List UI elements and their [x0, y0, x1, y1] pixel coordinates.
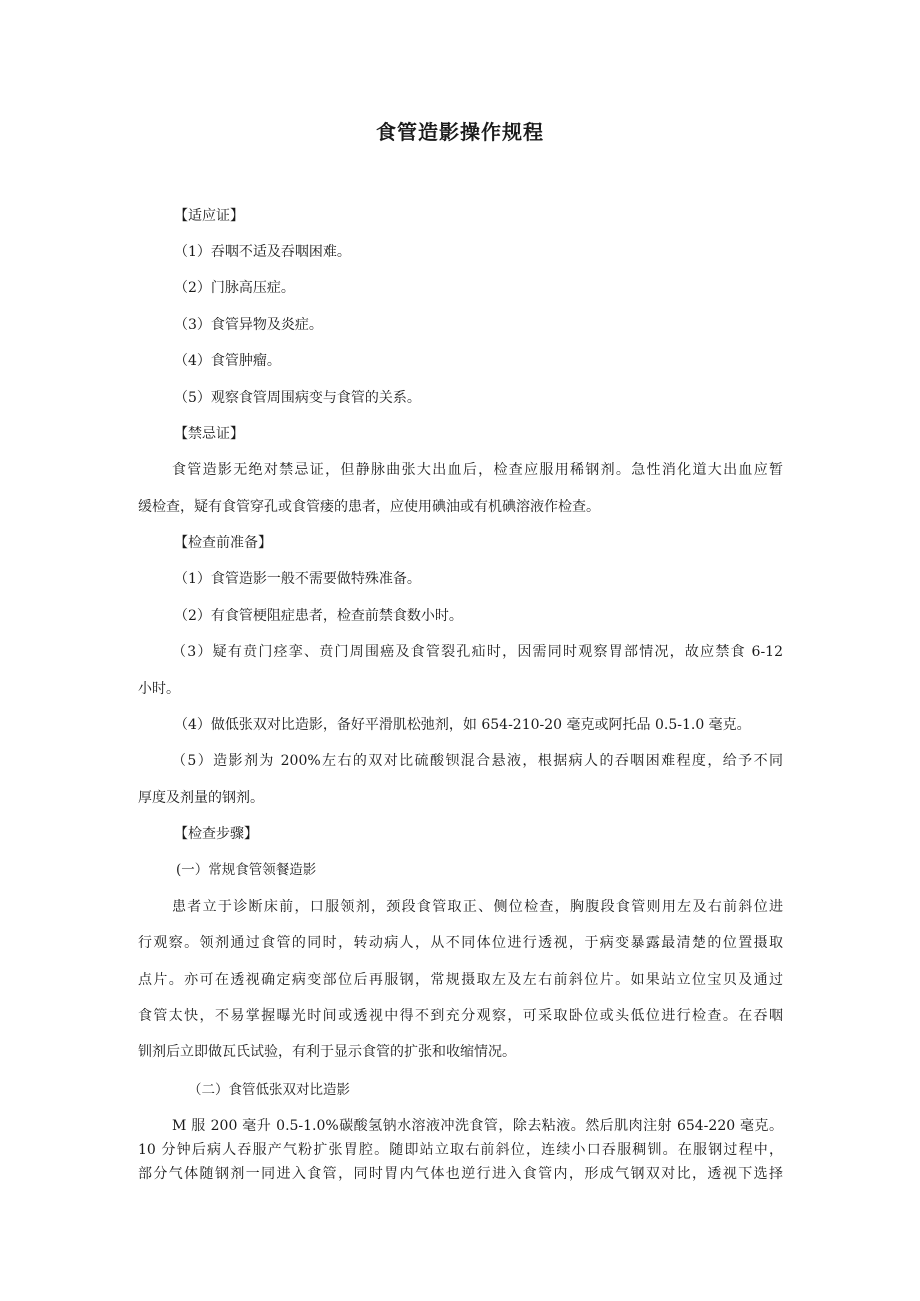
list-item: （5）观察食管周围病变与食管的关系。 — [174, 390, 421, 406]
section-heading-indications: 【适应证】 — [174, 208, 244, 224]
section-heading-preparation: 【检查前准备】 — [174, 535, 272, 551]
list-item: （5）造影剂为 200%左右的双对比硫酸钡混合悬液，根据病人的吞咽困难程度，给予不同 — [172, 753, 783, 769]
list-item: （2）有食管梗阻症患者，检查前禁食数小时。 — [174, 608, 463, 624]
paragraph-line: 10 分钟后病人吞服产气粉扩张胃腔。随即站立取右前斜位，连续小口吞服稠钏。在服钢过程中， — [138, 1142, 783, 1158]
paragraph-line: 点片。亦可在透视确定病变部位后再服钢，常规摄取左及左右前斜位片。如果站立位宝贝及通过 — [138, 972, 783, 988]
list-item: （4）做低张双对比造影，备好平滑肌松弛剂，如 654-210-20 毫克或阿托品 0.5-1.0 毫克。 — [174, 717, 751, 733]
paragraph-line: 食管造影无绝对禁忌证，但静脉曲张大出血后，检查应服用稀钢剂。急性消化道大出血应暂 — [172, 462, 783, 478]
paragraph-line: 缓检查，疑有食管穿孔或食管瘘的患者，应使用碘油或有机碘溶液作检查。 — [138, 499, 600, 515]
list-item-continued: 小时。 — [138, 681, 180, 697]
paragraph-line: 部分气体随钢剂一同进入食管，同时胃内气体也逆行进入食管内，形成气钢双对比，透视下选择 — [138, 1166, 783, 1182]
list-item: （4）食管肿瘤。 — [174, 353, 281, 369]
section-heading-steps: 【检查步骤】 — [174, 826, 258, 842]
paragraph-line: M 服 200 毫升 0.5-1.0%碳酸氢钠水溶液冲洗食管，除去粘液。然后肌肉注射 654-220 毫克。 — [172, 1118, 783, 1134]
paragraph-line: 钏剂后立即做瓦氏试验，有利于显示食管的扩张和收缩情况。 — [138, 1044, 516, 1060]
paragraph-line: 食管太快，不易掌握曝光时间或透视中得不到充分观察，可采取卧位或头低位进行检查。在吞咽 — [138, 1008, 783, 1024]
list-item: （1）食管造影一般不需要做特殊准备。 — [174, 571, 421, 587]
dense-paragraph — [138, 1114, 783, 1186]
list-item: （1）吞咽不适及吞咽困难。 — [174, 244, 351, 260]
list-item: （3）食管异物及炎症。 — [174, 317, 323, 333]
subsection-heading: （二）食管低张双对比造影 — [188, 1082, 350, 1098]
list-item: （2）门脉高压症。 — [174, 280, 295, 296]
page-title: 食管造影操作规程 — [376, 120, 544, 144]
section-heading-contraindications: 【禁忌证】 — [174, 426, 244, 442]
subsection-heading: (一）常规食管领餐造影 — [176, 862, 317, 878]
paragraph-line: 行观察。领剂通过食管的同时，转动病人，从不同体位进行透视，于病变暴露最清楚的位置摄取 — [138, 935, 783, 951]
list-item: （3）疑有贲门痉挛、贲门周围癌及食管裂孔疝时，因需同时观察胃部情况，故应禁食 6-12 — [172, 644, 783, 660]
paragraph-line: 患者立于诊断床前，口服领剂，颈段食管取正、侧位检查，胸腹段食管则用左及右前斜位进 — [172, 899, 783, 915]
list-item-continued: 厚度及剂量的钢剂。 — [138, 790, 264, 806]
